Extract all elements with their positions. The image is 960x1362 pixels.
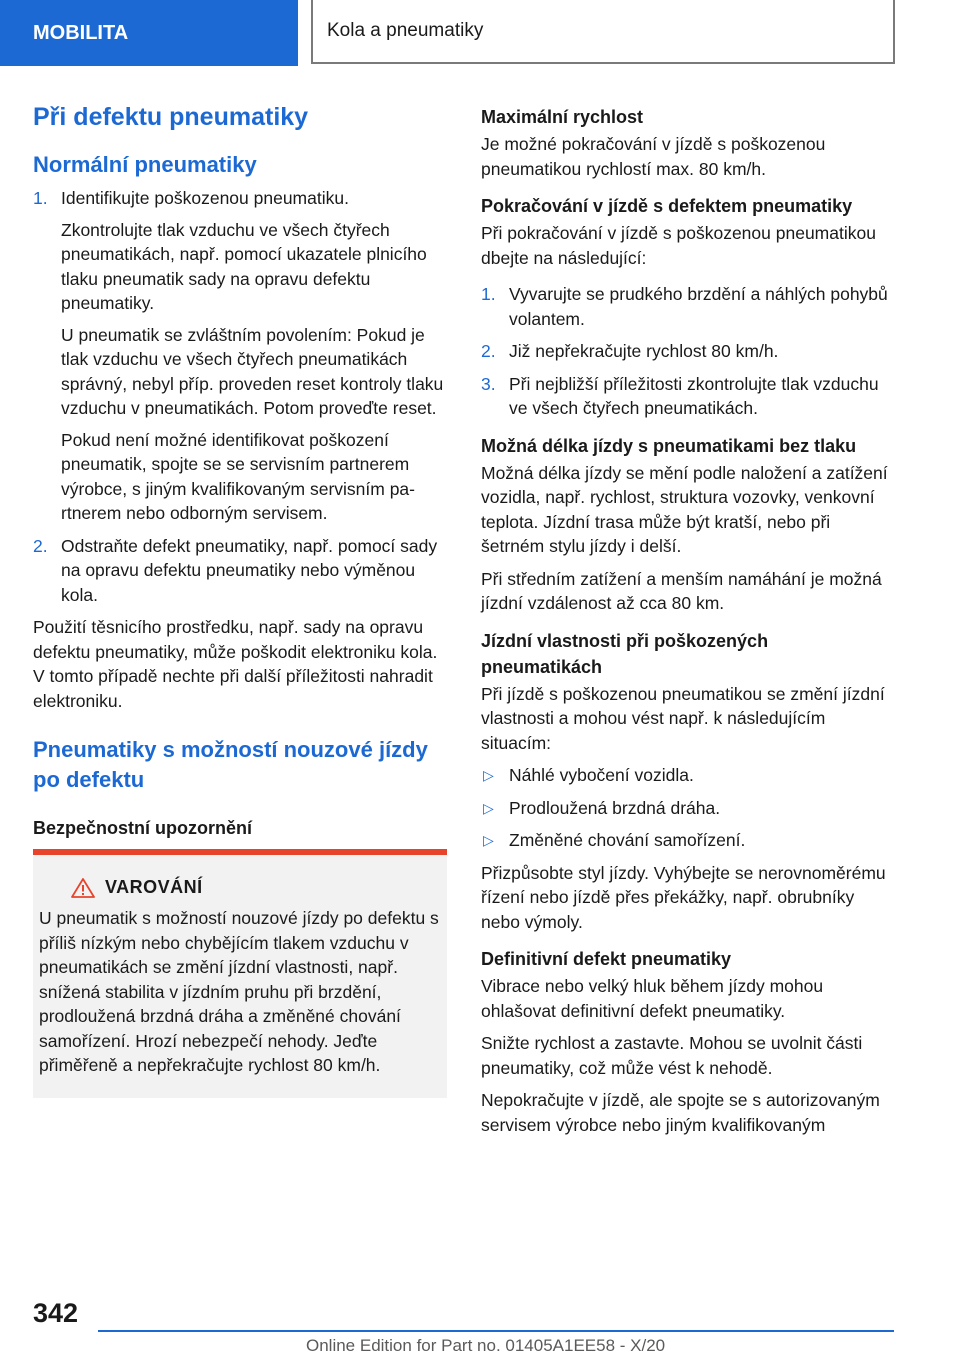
step-number: 2. <box>481 341 496 361</box>
list-item <box>481 282 893 331</box>
right-column <box>481 104 893 1149</box>
chapter-tab[interactable] <box>311 0 895 64</box>
page-title: Při defektu pneumatiky <box>33 103 309 131</box>
warning-title <box>71 877 441 898</box>
bullet-text: Prodloužená brzdná dráha. <box>509 797 721 818</box>
step-text: Pokud není možné identifikovat poškození pneumatik, spojte se se servisním partnerem výrobce, s jiným kvalifikovaným servisním partnerem nebo odborným servisem. <box>61 429 415 523</box>
list-item <box>481 828 893 853</box>
triangle-bullet-icon: ▷ <box>483 799 494 816</box>
list-item <box>481 763 893 788</box>
continue-heading: Pokračování v jízdě s defektem pneumatiky <box>481 196 853 216</box>
step-text: U pneumatik se zvláštním povolením: Pokud je tlak vzduchu ve všech čtyřech pneumatikách správný, nebyl příp. proveden reset kontroly tlaku vzduchu v pneumatikách. Potom proveďte reset. <box>61 324 444 418</box>
distance-heading: Možná délka jízdy s pneumatikami bez tlaku <box>481 435 857 456</box>
triangle-bullet-icon: ▷ <box>483 832 494 848</box>
distance-section <box>481 433 893 616</box>
list-item <box>481 796 893 821</box>
sealant-note: Použití těsnicího prostředku, např. sady na opravu defektu pneumatiky, může poškodit elektroniku kola. V tomto případě nechte při další příležitosti nahradit elektroniku. <box>33 617 438 711</box>
definitive-text: Nepokračujte v jízdě, ale spojte se s autorizovaným servisem výrobce nebo jiným kvalifikovaným <box>481 1090 880 1135</box>
footer-divider <box>98 1330 894 1332</box>
warning-triangle-icon <box>71 878 95 898</box>
list-item <box>481 372 893 421</box>
step-number: 1. <box>481 284 496 304</box>
step-text: Identifikujte poškozenou pneumatiku. <box>61 188 349 208</box>
section-tab[interactable] <box>0 0 298 66</box>
properties-bullets <box>481 763 893 853</box>
step-text: Zkontrolujte tlak vzduchu ve všech čtyřech pneumatikách, např. pomocí ukazatele plnicího tlaku pneumatik sady na opravu defektu pneumatiky. <box>61 219 427 313</box>
properties-heading: Jízdní vlastnosti při poškozených pneumatikách <box>481 630 769 677</box>
distance-text: Možná délka jízdy se mění podle naložení a zatížení vozidla, např. rychlost, struktura vozovky, venkovní teplota. Jízdní trasa může být kratší, nebo při šetrném stylu jízdy i delší. <box>481 462 888 556</box>
max-speed-heading: Maximální rychlost <box>481 107 644 127</box>
step-text: Odstraňte defekt pneumatiky, např. pomocí sady na opravu defektu pneumatiky nebo výměnou kola. <box>61 535 438 605</box>
bullet-text: Náhlé vybočení vozidla. <box>509 765 694 785</box>
normal-tires-steps <box>33 186 447 607</box>
step-text: Při nejbližší příležitosti zkontrolujte tlak vzduchu ve všech čtyřech pneumatikách. <box>509 373 879 418</box>
properties-text: Při jízdě s poškozenou pneumatikou se změní jízdní vlastnosti a mohou vést např. k následujícím situacím: <box>481 683 885 753</box>
list-item <box>33 534 447 608</box>
max-speed-section <box>481 104 893 181</box>
warning-box <box>33 849 447 1098</box>
warning-title-text: VAROVÁNÍ <box>105 877 203 897</box>
properties-section <box>481 628 893 935</box>
step-text: Vyvarujte se prudkého brzdění a náhlých pohybů volantem. <box>509 284 888 329</box>
properties-after-text: Přizpůsobte styl jízdy. Vyhýbejte se nerovnoměrému řízení nebo jízdě přes překážky, např. obrubníky nebo výmoly. <box>481 862 886 932</box>
step-number: 1. <box>33 188 48 208</box>
definitive-defect-section <box>481 946 893 1137</box>
max-speed-text: Je možné pokračování v jízdě s poškozenou pneumatikou rychlostí max. 80 km/h. <box>481 134 826 179</box>
page-number: 342 <box>33 1298 79 1328</box>
distance-text: Při středním zatížení a menším namáhání je možná jízdní vzdálenost až cca 80 km. <box>481 568 882 613</box>
definitive-text: Snižte rychlost a zastavte. Mohou se uvolnit části pneumatiky, což může vést k nehodě. <box>481 1033 863 1078</box>
chapter-label: Kola a pneumatiky <box>327 20 484 41</box>
step-number: 2. <box>33 535 48 556</box>
page-header <box>0 0 960 66</box>
continue-driving-section <box>481 193 893 421</box>
warning-text: U pneumatik s možností nouzové jízdy po defektu s příliš nízkým nebo chybějícím tlakem vzduchu v pneumatikách se změní jízdní vlastnosti, např. snížená stabilita v jízdním pruhu při brzdění, prodloužená brzdná dráha a změněné chování samořízení. Hrozí nebezpečí nehody. Jeďte přiměřeně a nepřekračujte rychlost 80 km/h. <box>39 908 439 1075</box>
list-item <box>33 186 447 526</box>
definitive-text: Vibrace nebo velký hluk během jízdy mohou ohlašovat definitivní defekt pneumatiky. <box>481 976 824 1021</box>
definitive-heading: Definitivní defekt pneumatiky <box>481 949 732 969</box>
section-runflat-title: Pneumatiky s možností nouzové jízdy po defektu <box>33 737 428 792</box>
continue-text: Při pokračování v jízdě s poškozenou pneumatikou dbejte na následující: <box>481 223 876 268</box>
step-text: Již nepřekračujte rychlost 80 km/h. <box>509 341 779 361</box>
bullet-text: Změněné chování samořízení. <box>509 830 746 850</box>
left-column <box>33 100 447 1098</box>
triangle-bullet-icon: ▷ <box>483 767 494 783</box>
step-number: 3. <box>481 373 496 394</box>
section-label: MOBILITA <box>33 21 129 44</box>
list-item <box>481 339 893 364</box>
edition-text: Online Edition for Part no. 01405A1EE58 - X/20 <box>306 1336 666 1355</box>
safety-heading: Bezpečnostní upozornění <box>33 818 253 838</box>
section-normal-tires-title: Normální pneumatiky <box>33 152 257 177</box>
continue-steps <box>481 282 893 421</box>
